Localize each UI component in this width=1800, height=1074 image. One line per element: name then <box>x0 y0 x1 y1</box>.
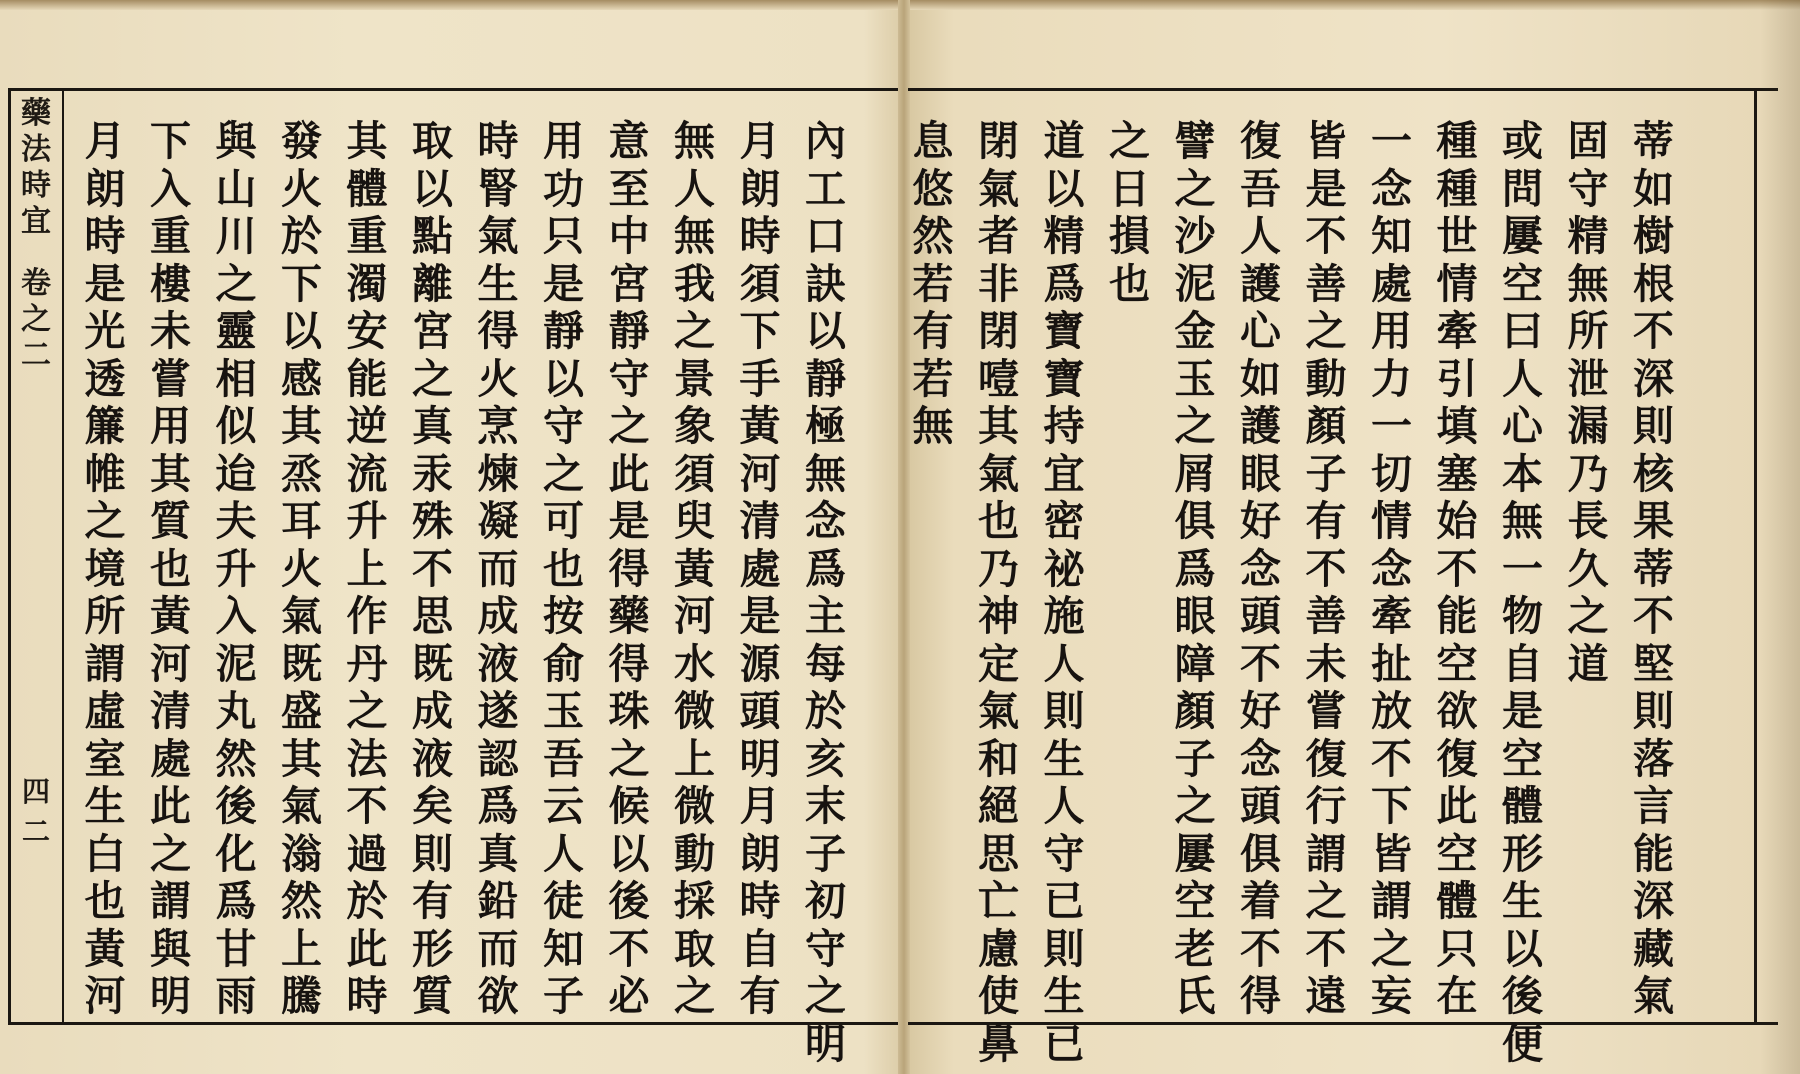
left-column-6: 取 以 點 離 宮 之 真 汞 殊 不 思 既 成 液 矣 則 有 形 質 <box>412 117 453 1020</box>
left-column-8: 用 功 只 是 靜 以 守 之 可 也 按 俞 玉 吾 云 人 徒 知 子 <box>543 117 584 1020</box>
right-outer-rule <box>1754 88 1757 1025</box>
right-column-9: 種 種 世 情 牽 引 填 塞 始 不 能 空 欲 復 此 空 體 只 在 <box>1436 117 1478 1020</box>
left-column-7: 時 腎 氣 生 得 火 烹 煉 凝 而 成 液 遂 認 爲 真 鉛 而 欲 <box>477 117 519 1020</box>
right-column-3: 道 以 精 爲 寶 寶 持 宜 密 祕 施 人 則 生 人 守 已 則 生 已 <box>1043 117 1085 1068</box>
right-top-rule <box>908 88 1778 91</box>
right-column-5: 譬 之 沙 泥 金 玉 之 屑 俱 爲 眼 障 顏 子 之 屢 空 老 氏 <box>1174 117 1216 1020</box>
right-column-2: 閉 氣 者 非 閉 噎 其 氣 也 乃 神 定 氣 和 絕 思 亡 慮 使 鼻 <box>978 117 1019 1068</box>
right-column-10: 或 問 屢 空 曰 人 心 本 無 一 物 自 是 空 體 形 生 以 後 便 <box>1502 117 1543 1068</box>
left-top-rule <box>8 88 898 91</box>
margin-title: 藥 法 時 宜 卷 之 二 <box>21 96 51 373</box>
left-outer-rule <box>8 88 11 1025</box>
left-column-5: 其 體 重 濁 安 能 逆 流 升 上 作 丹 之 法 不 過 於 此 時 <box>346 117 388 1020</box>
left-column-9: 意 至 中 宮 靜 守 之 此 是 得 藥 得 珠 之 候 以 後 不 必 <box>608 117 650 1020</box>
left-bottom-rule <box>8 1022 898 1025</box>
left-column-4: 發 火 於 下 以 感 其 烝 耳 火 氣 既 盛 其 氣 滃 然 上 騰 <box>281 117 322 1020</box>
right-page <box>908 0 1800 1074</box>
margin-column-rule <box>62 88 64 1025</box>
right-column-7: 皆 是 不 善 之 動 顏 子 有 不 善 未 嘗 復 行 謂 之 不 遠 <box>1305 117 1347 1020</box>
left-column-10: 無 人 無 我 之 景 象 須 臾 黃 河 水 微 上 微 動 採 取 之 <box>674 117 715 1020</box>
right-column-6: 復 吾 人 護 心 如 護 眼 好 念 頭 不 好 念 頭 俱 着 不 得 <box>1240 117 1281 1020</box>
right-column-12: 蒂 如 樹 根 不 深 則 核 果 蒂 不 堅 則 落 言 能 深 藏 氣 <box>1633 117 1674 1020</box>
left-column-11: 月 朗 時 須 下 手 黃 河 清 處 是 源 頭 明 月 朗 時 自 有 <box>739 117 781 1020</box>
folio-number: 四二 <box>21 775 50 848</box>
left-column-2: 下 入 重 樓 未 嘗 用 其 質 也 黃 河 清 處 此 之 謂 與 明 <box>150 117 191 1020</box>
right-column-4: 之 日 損 也 <box>1109 117 1150 308</box>
left-column-3: 與 山 川 之 靈 相 似 迨 夫 升 入 泥 丸 然 後 化 爲 甘 雨 <box>215 117 257 1020</box>
left-column-1: 月 朗 時 是 光 透 簾 帷 之 境 所 謂 虛 室 生 白 也 黃 河 <box>84 117 126 1020</box>
right-column-1: 息 悠 然 若 有 若 無 <box>912 117 954 450</box>
page-edge-shadow <box>1760 0 1800 1074</box>
left-column-12: 內 工 口 訣 以 靜 極 無 念 爲 主 每 於 亥 末 子 初 守 之 明 <box>805 117 846 1068</box>
right-column-8: 一 念 知 處 用 力 一 切 情 念 牽 扯 放 不 下 皆 謂 之 妄 <box>1371 117 1412 1020</box>
right-column-11: 固 守 精 無 所 泄 漏 乃 長 久 之 道 <box>1567 117 1609 688</box>
